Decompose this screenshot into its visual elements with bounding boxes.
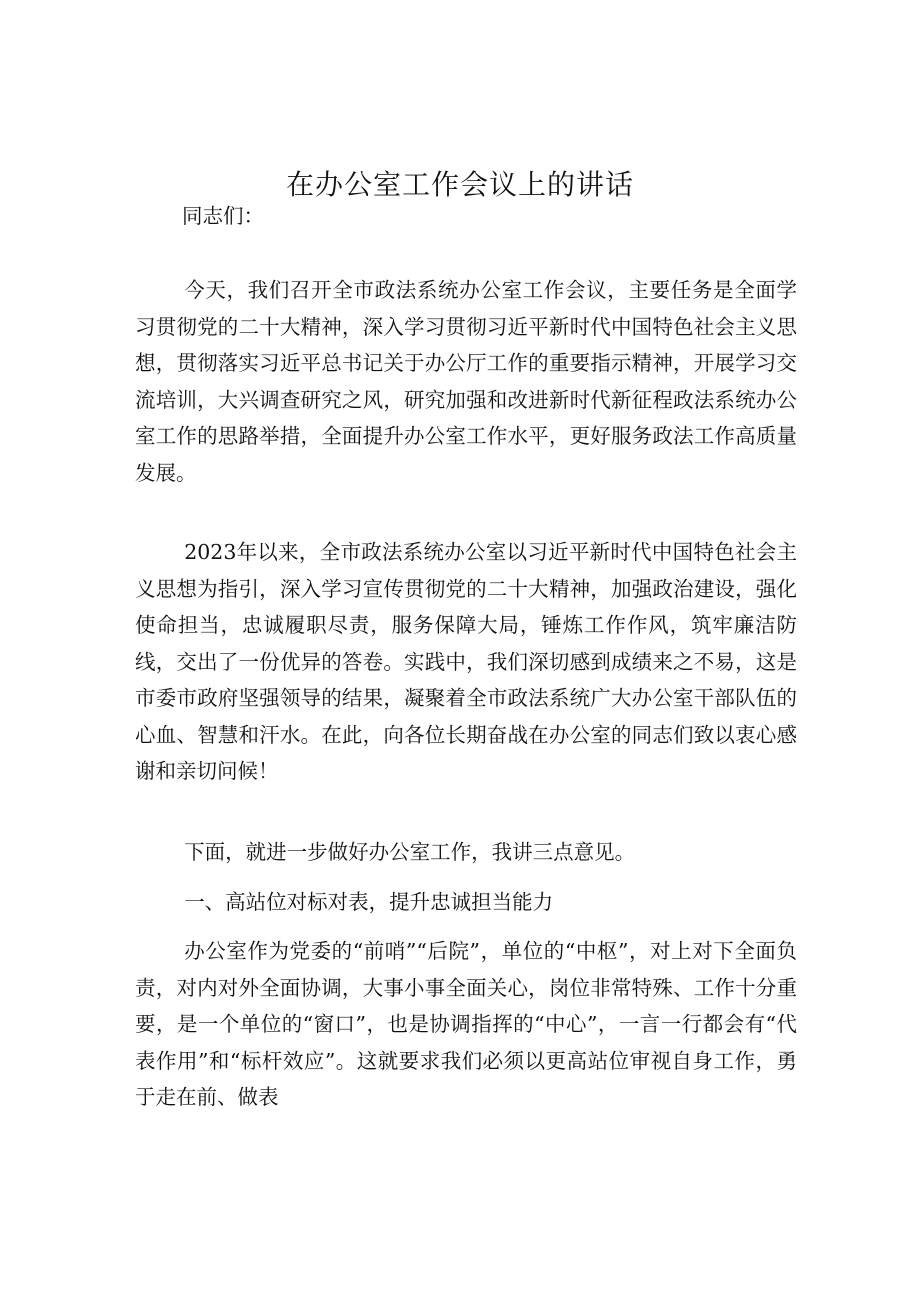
document-title: 在办公室工作会议上的讲话 [285,168,634,201]
paragraph-office-role: 办公室作为党委的“前哨”“后院”，单位的“中枢”，对上对下全面负责，对内对外全面协调，大事小事全面关心，岗位非常特殊、工作十分重要，是一个单位的“窗口”，也是协调指挥的“中心”，一言一行都会有“代表作用”和“标杆效应”。这就要求我们必须以更高站位审视自身工作，勇于走在前、做表 [135,939,797,1109]
paragraph-review-2023: 2023年以来，全市政法系统办公室以习近平新时代中国特色社会主义思想为指引，深入学习宣传贯彻党的二十大精神，加强政治建设，强化使命担当，忠诚履职尽责，服务保障大局，锤炼工作作风，筑牢廉洁防线，交出了一份优异的答卷。实践中，我们深切感到成绩来之不易，这是市委市政府坚强领导的结果，凝聚着全市政法系统广大办公室干部队伍的心血、智慧和汗水。在此，向各位长期奋战在办公室的同志们致以衷心感谢和亲切问候！ [135,540,797,783]
section-heading-one: 一、高站位对标对表，提升忠诚担当能力 [184,890,554,914]
paragraph-transition: 下面，就进一步做好办公室工作，我讲三点意见。 [184,840,636,864]
salutation: 同志们： [182,204,264,228]
paragraph-opening: 今天，我们召开全市政法系统办公室工作会议，主要任务是全面学习贯彻党的二十大精神，深入学习贯彻习近平新时代中国特色社会主义思想，贯彻落实习近平总书记关于办公厅工作的重要指示精神，开展学习交流培训，大兴调查研究之风，研究加强和改进新时代新征程政法系统办公室工作的思路举措，全面提升办公室工作水平，更好服务政法工作高质量发展。 [135,278,797,485]
